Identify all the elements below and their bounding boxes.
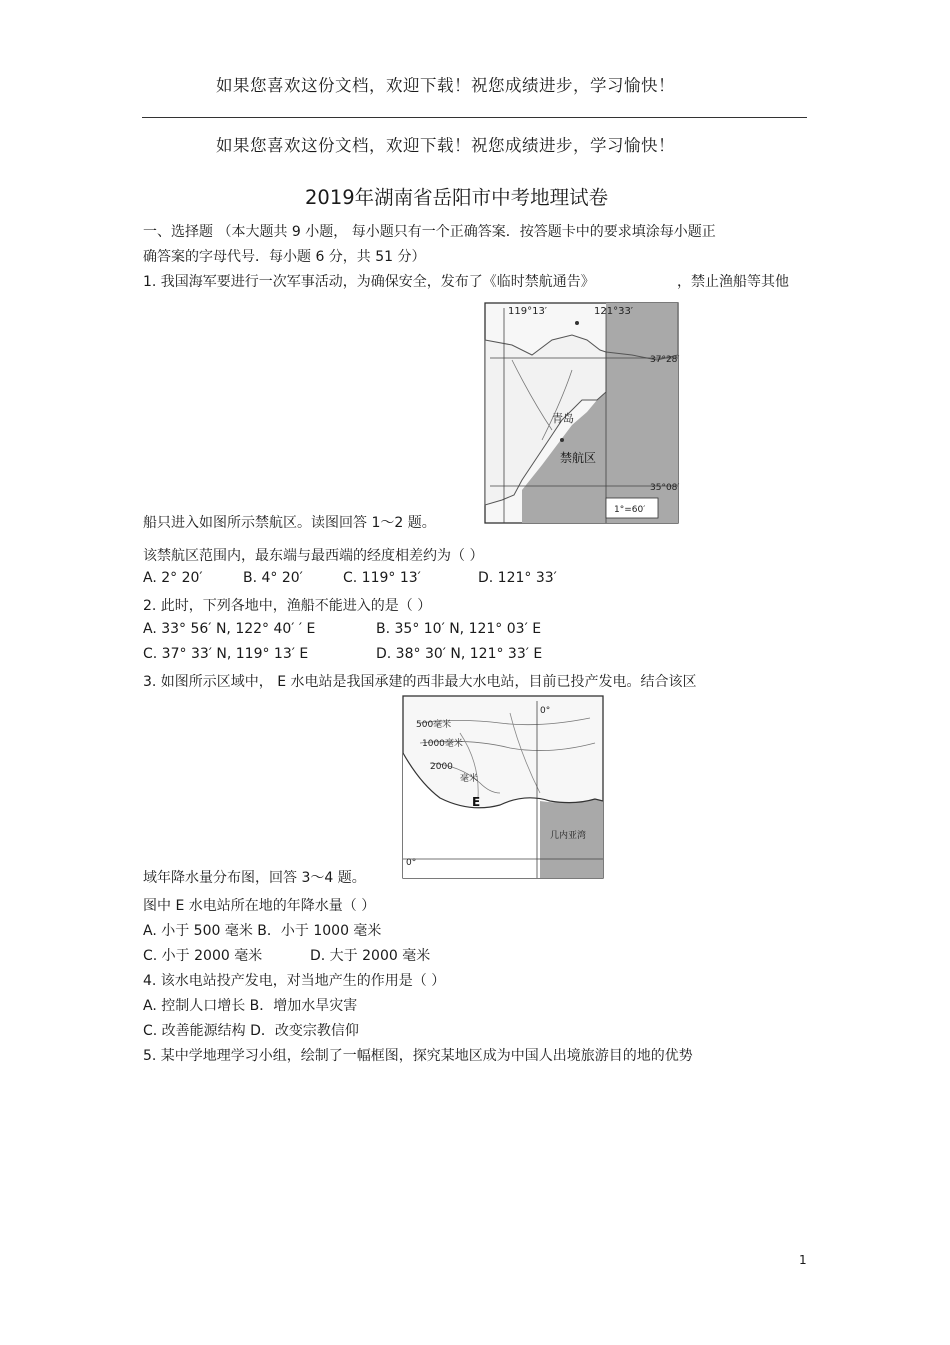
city-label: 青岛 xyxy=(552,412,574,425)
q5-stem: 5. 某中学地理学习小组，绘制了一幅框图，探究某地区成为中国人出境旅游目的地的优势 xyxy=(143,1048,693,1064)
section-intro-line-2: 确答案的字母代号．每小题 6 分，共 51 分） xyxy=(143,249,426,265)
q2-option-c: C. 37° 33′ N, 119° 13′ E xyxy=(143,646,309,662)
no-sailing-zone-map xyxy=(482,300,682,528)
q2-option-b: B. 35° 10′ N, 121° 03′ E xyxy=(376,621,542,637)
q1-stem-cont: ，禁止渔船等其他 xyxy=(677,274,789,290)
q2-option-a: A. 33° 56′ N, 122° 40′ ′ E xyxy=(143,621,316,637)
header-divider xyxy=(142,117,807,118)
q1-stem-end: 船只进入如图所示禁航区。读图回答 1～2 题。 xyxy=(143,515,436,531)
page-title: 2019年湖南省岳阳市中考地理试卷 xyxy=(305,186,609,209)
gulf-label: 几内亚湾 xyxy=(550,831,587,841)
isohyet-1000-label: 1000毫米 xyxy=(422,739,463,749)
q4-option-ab: A. 控制人口增长 B．增加水旱灾害 xyxy=(143,998,358,1014)
q3-option-c: C. 小于 2000 毫米 xyxy=(143,948,263,964)
q1-option-b: B. 4° 20′ xyxy=(243,570,303,586)
isohyet-2000-unit: 毫米 xyxy=(460,774,479,784)
header-line-2: 如果您喜欢这份文档，欢迎下载！祝您成绩进步，学习愉快！ xyxy=(216,136,675,155)
lat-bottom-label: 35°08′ xyxy=(650,483,680,493)
isohyet-500-label: 500毫米 xyxy=(416,720,452,730)
isohyet-2000-label: 2000 xyxy=(430,762,453,772)
q4-option-cd: C. 改善能源结构 D．改变宗教信仰 xyxy=(143,1023,359,1039)
q1-stem: 1. 我国海军要进行一次军事活动，为确保安全，发布了《临时禁航通告》 xyxy=(143,274,595,290)
rainfall-map xyxy=(400,693,608,883)
q3-stem: 3. 如图所示区域中， E 水电站是我国承建的西非最大水电站，目前已投产发电。结合该区 xyxy=(143,674,697,690)
page-number: 1 xyxy=(799,1253,807,1267)
q3-sub-stem: 图中 E 水电站所在地的年降水量（ ） xyxy=(143,898,376,914)
q4-stem: 4. 该水电站投产发电，对当地产生的作用是（ ） xyxy=(143,973,446,989)
lat-top-label: 37°28′ xyxy=(650,355,680,365)
q1-option-d: D. 121° 33′ xyxy=(478,570,557,586)
lon-left-label: 119°13′ xyxy=(508,306,548,317)
header-line-1: 如果您喜欢这份文档，欢迎下载！祝您成绩进步，学习愉快！ xyxy=(216,76,675,95)
equator-label: 0° xyxy=(406,858,417,868)
lon-right-label: 121°33′ xyxy=(594,306,634,317)
scale-label: 1°=60′ xyxy=(614,505,646,515)
q2-stem: 2. 此时，下列各地中，渔船不能进入的是（ ） xyxy=(143,598,432,614)
q3-option-ab: A. 小于 500 毫米 B．小于 1000 毫米 xyxy=(143,923,382,939)
q1-option-a: A. 2° 20′ xyxy=(143,570,203,586)
zone-label: 禁航区 xyxy=(560,451,597,465)
meridian-label: 0° xyxy=(540,706,551,716)
q3-option-d: D. 大于 2000 毫米 xyxy=(310,948,431,964)
station-e-label: E xyxy=(472,795,481,809)
q2-option-d: D. 38° 30′ N, 121° 33′ E xyxy=(376,646,543,662)
q1-sub-stem: 该禁航区范围内，最东端与最西端的经度相差约为（ ） xyxy=(143,548,484,564)
section-intro-line-1: 一、选择题 （本大题共 9 小题， 每小题只有一个正确答案．按答题卡中的要求填涂每小题正 xyxy=(143,224,716,240)
q1-option-c: C. 119° 13′ xyxy=(343,570,421,586)
q3-stem-end: 域年降水量分布图，回答 3～4 题。 xyxy=(143,870,366,886)
